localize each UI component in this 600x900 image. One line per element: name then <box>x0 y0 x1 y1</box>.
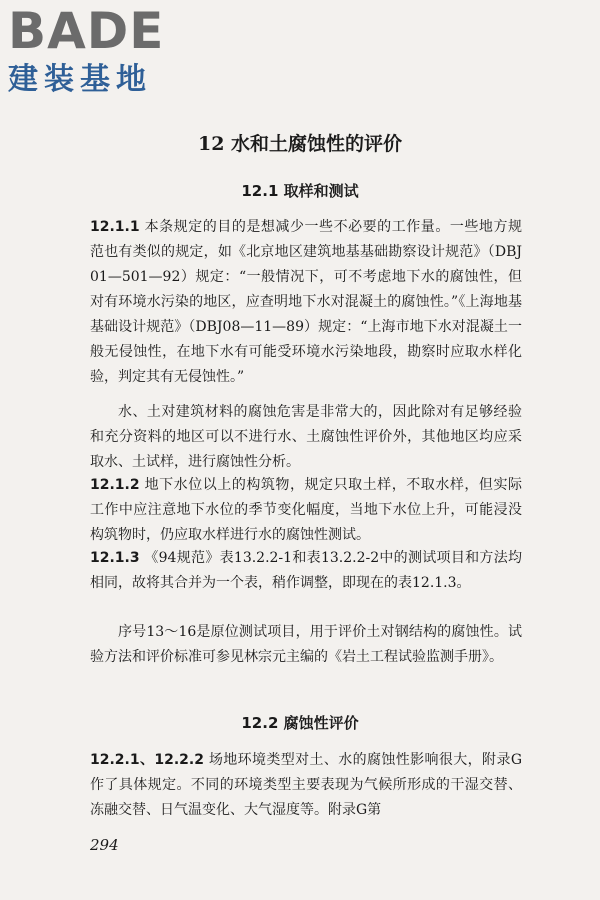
paragraph-text: 《94规范》表13.2.2-1和表13.2.2-2中的测试项目和方法均相同，故将其合并为一个表，稍作调整，即现在的表12.1.3。 <box>90 550 522 591</box>
paragraph <box>90 400 522 475</box>
paragraph <box>90 215 522 390</box>
paragraph-text: 本条规定的目的是想减少一些不必要的工作量。一些地方规范也有类似的规定，如《北京地区建筑地基基础勘察设计规范》（DBJ01—501—92）规定：“一般情况下，可不考虑地下水的腐蚀性，但对有环境水污染的地区，应查明地下水对混凝土的腐蚀性。”《上海地基基础设计规范》（DBJ08—11—89）规定：“上海市地下水对混凝土一般无侵蚀性，在地下水有可能受环境水污染地段，勘察时应取水样化验，判定其有无侵蚀性。” <box>90 219 523 385</box>
paragraph <box>90 620 522 670</box>
paragraph <box>90 546 522 596</box>
page-number: 294 <box>90 836 119 854</box>
logo-text-en: BADE <box>8 2 165 60</box>
clause-number: 12.1.2 <box>90 477 140 493</box>
paragraph-text: 场地环境类型对土、水的腐蚀性影响很大，附录G作了具体规定。不同的环境类型主要表现为气候所形成的干湿交替、冻融交替、日气温变化、大气湿度等。附录G第 <box>90 752 523 818</box>
paragraph <box>90 748 522 823</box>
paragraph <box>90 473 522 548</box>
clause-number: 12.1.1 <box>90 219 140 235</box>
clause-number: 12.2.1、12.2.2 <box>90 752 204 768</box>
chapter-title: 12 水和土腐蚀性的评价 <box>197 133 403 155</box>
paragraph-text: 地下水位以上的构筑物，规定只取土样，不取水样，但实际工作中应注意地下水位的季节变化幅度，当地下水位上升，可能浸没构筑物时，仍应取水样进行水的腐蚀性测试。 <box>90 477 523 543</box>
section-title: 12.2 腐蚀性评价 <box>241 714 359 732</box>
logo <box>8 2 178 102</box>
logo-text-cn: 建装基地 <box>8 62 152 97</box>
section-title: 12.1 取样和测试 <box>241 182 359 200</box>
paragraph-text: 序号13～16是原位测试项目，用于评价土对钢结构的腐蚀性。试验方法和评价标准可参见林宗元主编的《岩土工程试验监测手册》。 <box>90 624 522 665</box>
clause-number: 12.1.3 <box>90 550 140 566</box>
paragraph-text: 水、土对建筑材料的腐蚀危害是非常大的，因此除对有足够经验和充分资料的地区可以不进行水、土腐蚀性评价外，其他地区均应采取水、土试样，进行腐蚀性分析。 <box>90 404 522 470</box>
